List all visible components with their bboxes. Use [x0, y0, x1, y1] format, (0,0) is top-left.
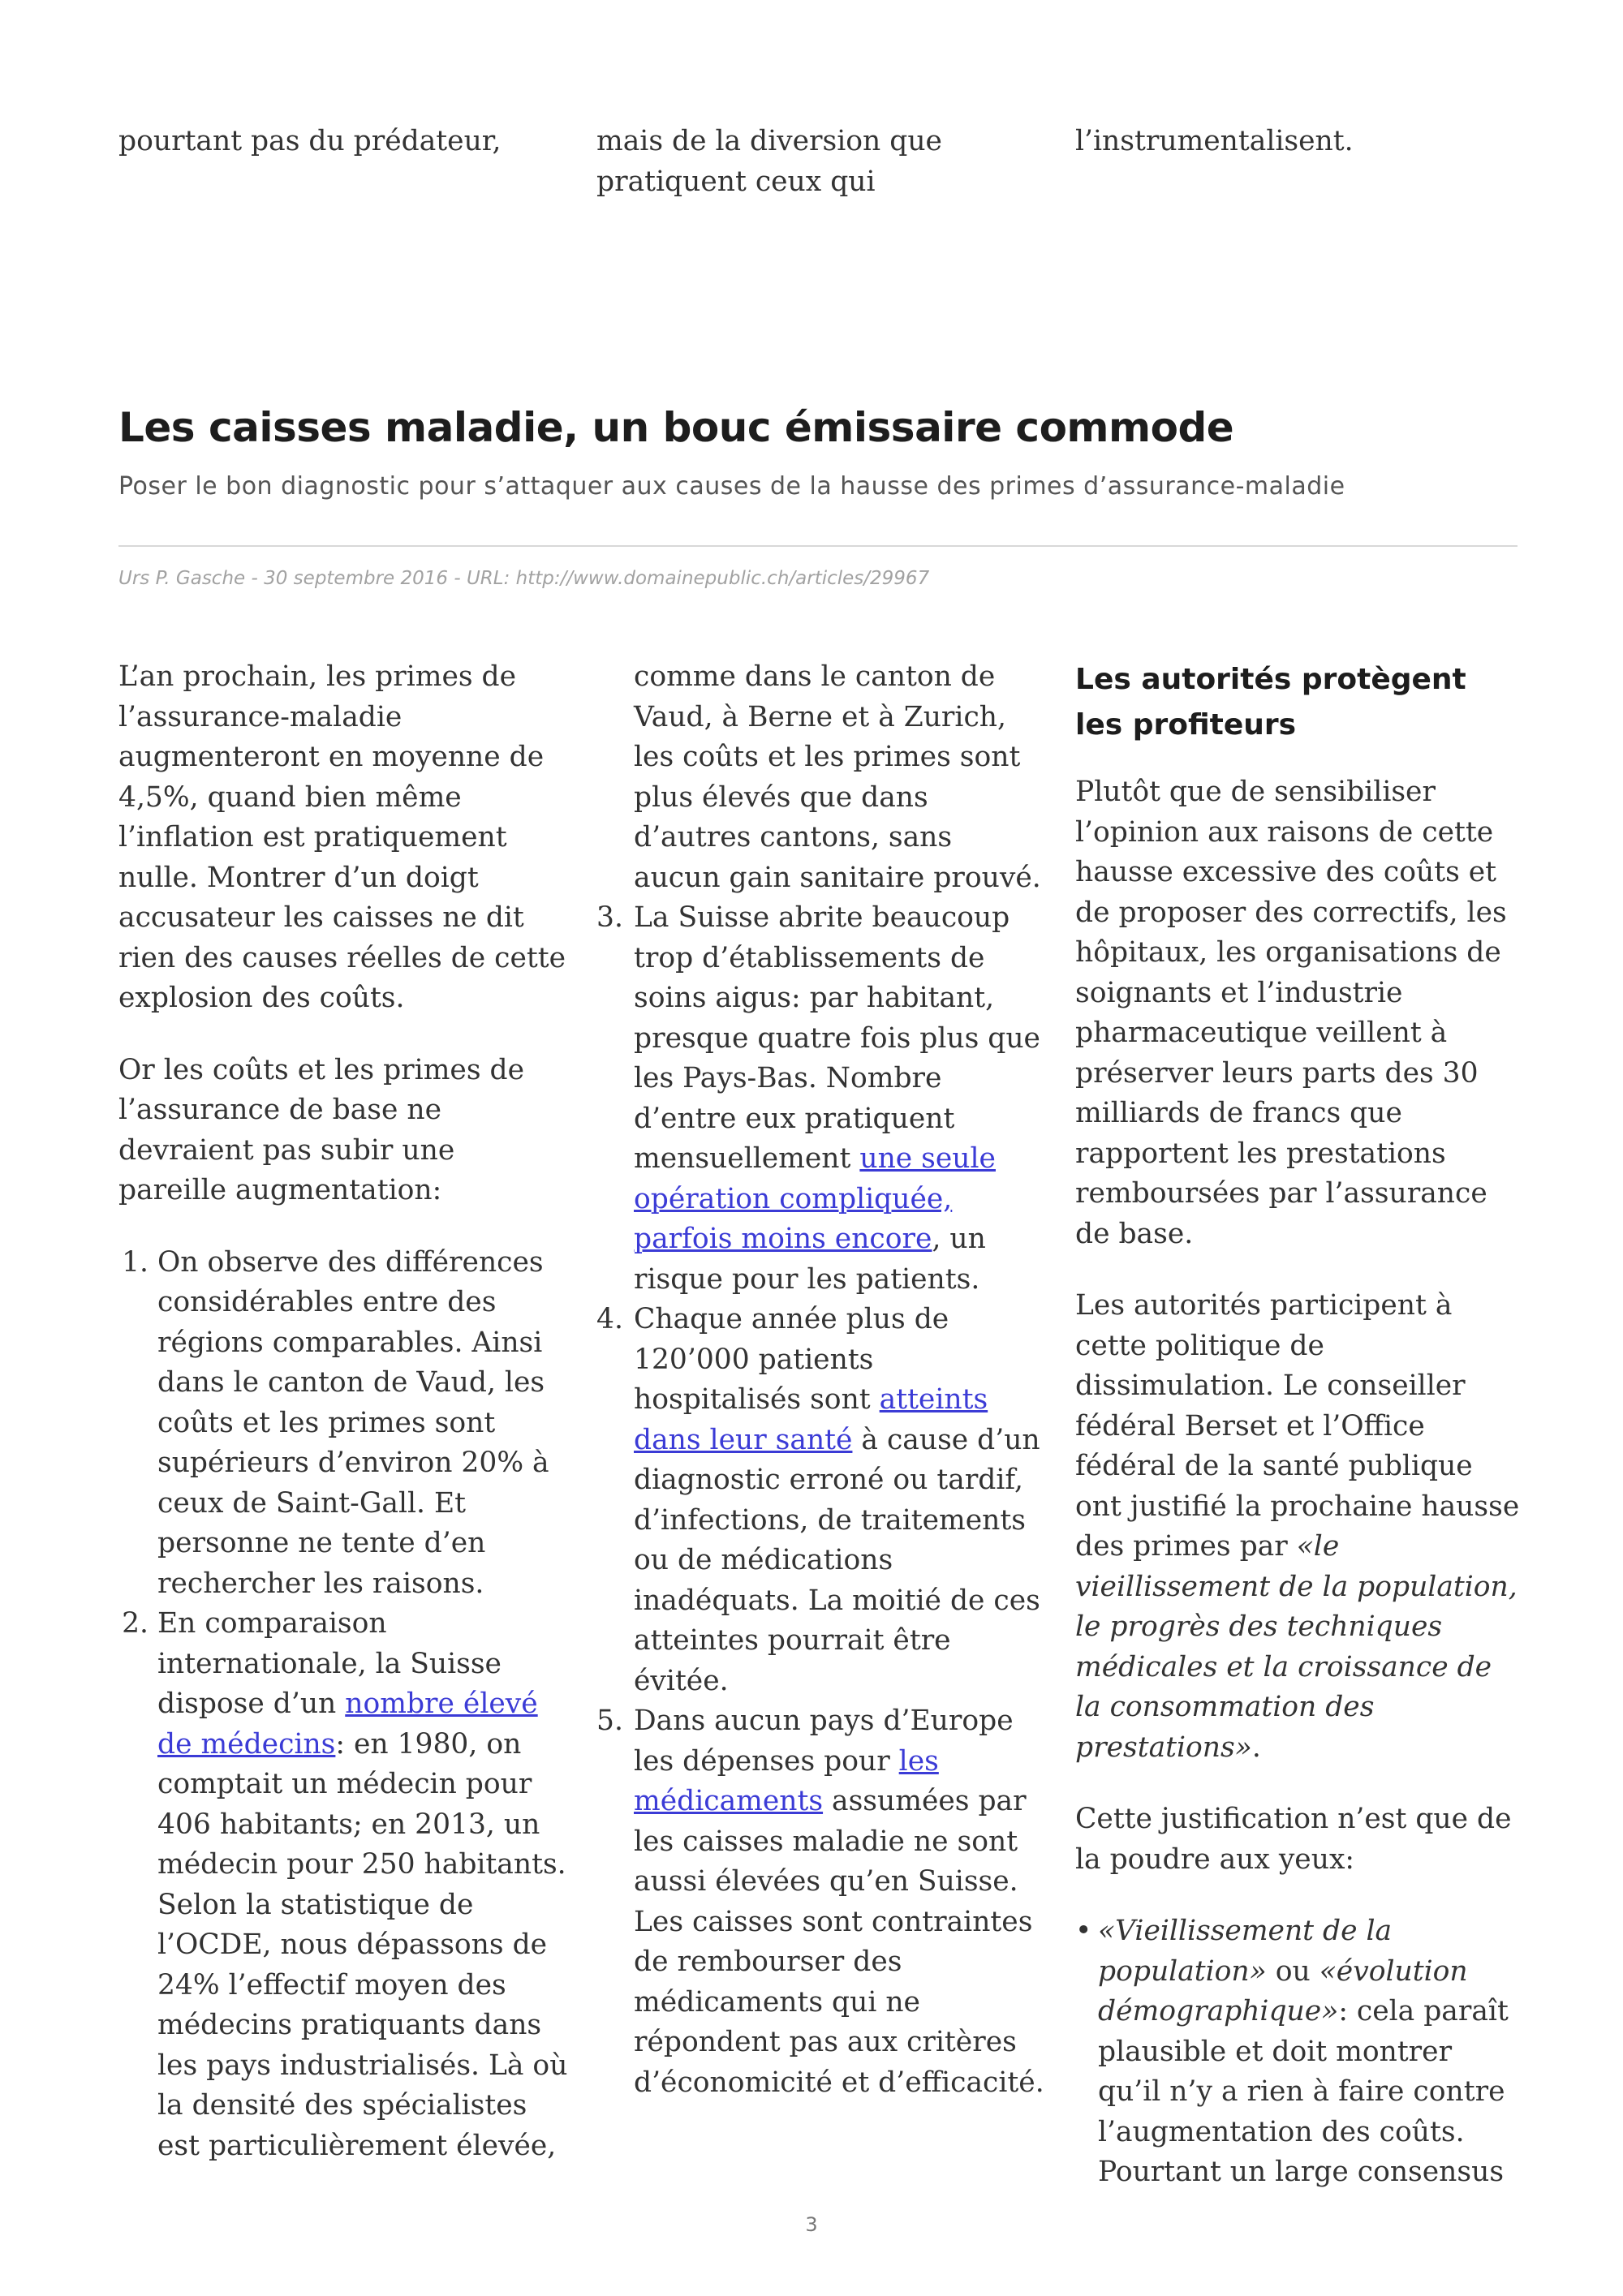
list-item: [157, 1604, 569, 2166]
bullet-icon: •: [1075, 1915, 1092, 1947]
list-item-text: Dans aucun pays d’Europe les dépenses pour: [634, 1705, 1014, 1778]
list-item-text: : cela paraît plausible et doit montrer qu’il n’y a rien à faire contre l’augmentation des coûts. Pourtant un large consensus: [1098, 1995, 1509, 2188]
article-column-2: [596, 657, 1047, 2103]
article-subtitle: Poser le bon diagnostic pour s’attaquer aux causes de la hausse des primes d’assurance-maladie: [118, 472, 1345, 501]
list-item-text: à cause d’un diagnostic erroné ou tardif, d’infections, de traitements ou de médications inadéquats. La moitié de ces atteintes pourrait être évitée.: [634, 1423, 1040, 1697]
paragraph: [1075, 1286, 1522, 1768]
list-item: [634, 657, 1047, 898]
previous-article-column-2: [596, 122, 1018, 202]
list-item: [596, 898, 1047, 1300]
list-item-text: , un risque pour les patients.: [634, 1223, 986, 1296]
list-item: [596, 1701, 1047, 2103]
list-item-text: La Suisse abrite beaucoup trop d’établissements de soins aigus: par habitant, presque quatre fois plus que les Pays-Bas. Nombre d’entre eux pratiquent mensuellement: [634, 901, 1040, 1175]
article-column-1: [118, 657, 569, 2166]
medications-link[interactable]: les médicaments: [634, 1744, 939, 1817]
complex-operation-link[interactable]: une seule opération compliquée, parfois moins encore: [634, 1142, 996, 1255]
paragraph: Or les coûts et les primes de l’assurance de base ne devraient pas subir une pareille augmentation:: [118, 1053, 524, 1206]
section-heading: Les autorités protègent les profiteurs: [1075, 663, 1466, 742]
previous-article-text: mais de la diversion que pratiquent ceux qui: [596, 125, 942, 198]
quote-text: «Vieillissement de la population»: [1098, 1915, 1393, 1988]
quote-text: «évolution démographique»: [1098, 1954, 1468, 2027]
list-number: 4.: [596, 1303, 623, 1335]
list-item-text: ou: [1266, 1954, 1319, 1988]
numbered-list-continued: [596, 657, 1047, 2103]
paragraph: Plutôt que de sensibiliser l’opinion aux raisons de cette hausse excessive des coûts et de proposer des correctifs, les hôpitaux, les organisations de soignants et l’industrie pharmaceutique veillent à préserver leurs parts des 30 milliards de francs que rapportent les prestations remboursées par l’assurance de base.: [1075, 776, 1507, 1250]
paragraph-text: .: [1251, 1731, 1261, 1764]
previous-article-column-1: [118, 122, 540, 162]
previous-article-column-3: [1075, 122, 1497, 162]
list-item: [157, 1243, 569, 1605]
list-item-text: Chaque année plus de 120’000 patients hospitalisés sont: [634, 1303, 949, 1416]
header-divider: [118, 545, 1518, 547]
article-meta: Urs P. Gasche - 30 septembre 2016 - URL: http://www.domainepublic.ch/articles/29967: [118, 568, 930, 589]
list-item: [596, 1300, 1047, 1701]
paragraph: L’an prochain, les primes de l’assurance-maladie augmenteront en moyenne de 4,5%, quand bien même l’inflation est pratiquement nulle. Montrer d’un doigt accusateur les caisses ne dit rien des causes réelles de cette explosion des coûts.: [118, 660, 566, 1014]
numbered-list: [118, 1243, 569, 2167]
list-item-text: comme dans le canton de Vaud, à Berne et à Zurich, les coûts et les primes sont plus élevés que dans d’autres cantons, sans aucun gain sanitaire prouvé.: [634, 660, 1041, 894]
page-number: 3: [805, 2213, 818, 2236]
paragraph-text: Les autorités participent à cette politique de dissimulation. Le conseiller fédéral Berset et l’Office fédéral de la santé publique ont justifié la prochaine hausse des primes par: [1075, 1289, 1520, 1563]
list-item-text: assumées par les caisses maladie ne sont aussi élevées qu’en Suisse. Les caisses sont contraintes de rembourser des médicaments qui ne répondent pas aux critères d’économicité et d’efficacité.: [634, 1785, 1044, 2099]
list-number: 3.: [596, 901, 623, 934]
previous-article-text: pourtant pas du prédateur,: [118, 125, 502, 157]
health-harm-link[interactable]: atteints dans leur santé: [634, 1383, 988, 1456]
bullet-list: [1075, 1911, 1522, 2193]
quote-text: «le vieillissement de la population, le progrès des techniques médicales et la croissance de la consommation des prestations»: [1075, 1530, 1518, 1764]
article-title: Les caisses maladie, un bouc émissaire commode: [118, 404, 1234, 451]
list-item-text: : en 1980, on comptait un médecin pour 406 habitants; en 2013, un médecin pour 250 habitants. Selon la statistique de l’OCDE, nous dépassons de 24% l’effectif moyen des médecins pratiquants dans les pays industrialisés. Là où la densité des spécialistes est particulièrement élevée,: [157, 1727, 568, 2162]
previous-article-text: l’instrumentalisent.: [1075, 125, 1354, 157]
list-item-text: En comparaison internationale, la Suisse dispose d’un: [157, 1607, 502, 1720]
list-item-text: On observe des différences considérables entre des régions comparables. Ainsi dans le canton de Vaud, les coûts et les primes sont supérieurs d’environ 20% à ceux de Saint-Gall. Et personne ne tente d’en rechercher les raisons.: [157, 1245, 549, 1600]
list-number: 5.: [596, 1705, 623, 1737]
article-column-3: [1075, 657, 1522, 2193]
paragraph: Cette justification n’est que de la poudre aux yeux:: [1075, 1803, 1512, 1876]
list-item: [1075, 1911, 1522, 2193]
doctors-count-link[interactable]: nombre élevé de médecins: [157, 1688, 538, 1761]
